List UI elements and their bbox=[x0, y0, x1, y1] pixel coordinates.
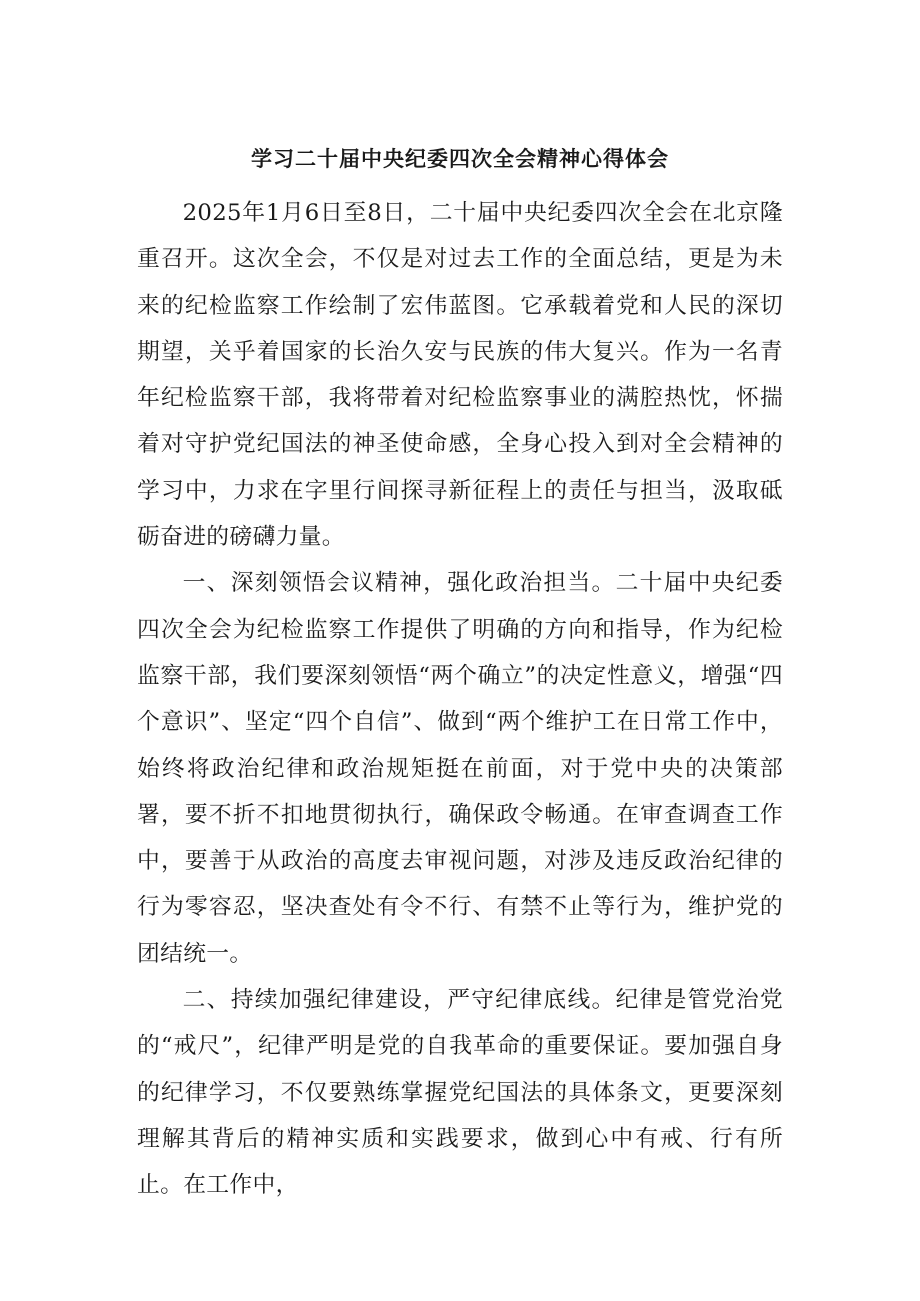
document-title: 学习二十届中央纪委四次全会精神心得体会 bbox=[251, 146, 669, 171]
document-body bbox=[137, 190, 783, 1209]
paragraph-section-1: 一、深刻领悟会议精神，强化政治担当。二十届中央纪委四次全会为纪检监察工作提供了明确的方向和指导，作为纪检监察干部，我们要深刻领悟“两个确立”的决定性意义，增强“四个意识”、坚定“四个自信”、做到“两个维护工在日常工作中，始终将政治纪律和政治规矩挺在前面，对于党中央的决策部署，要不折不扣地贯彻执行，确保政令畅通。在审查调查工作中，要善于从政治的高度去审视问题，对涉及违反政治纪律的行为零容忍，坚决查处有令不行、有禁不止等行为，维护党的团结统一。 bbox=[137, 570, 783, 967]
paragraph-intro: 2025年1月6日至8日，二十届中央纪委四次全会在北京隆重召开。这次全会，不仅是对过去工作的全面总结，更是为未来的纪检监察工作绘制了宏伟蓝图。它承载着党和人民的深切期望，关乎着国家的长治久安与民族的伟大复兴。作为一名青年纪检监察干部，我将带着对纪检监察事业的满腔热忱，怀揣着对守护党纪国法的神圣使命感，全身心投入到对全会精神的学习中，力求在字里行间探寻新征程上的责任与担当，汲取砥砺奋进的磅礴力量。 bbox=[137, 200, 783, 551]
paragraph-section-2: 二、持续加强纪律建设，严守纪律底线。纪律是管党治党的“戒尺”，纪律严明是党的自我革命的重要保证。要加强自身的纪律学习，不仅要熟练掌握党纪国法的具体条文，更要深刻理解其背后的精神实质和实践要求，做到心中有戒、行有所止。在工作中， bbox=[137, 987, 783, 1199]
